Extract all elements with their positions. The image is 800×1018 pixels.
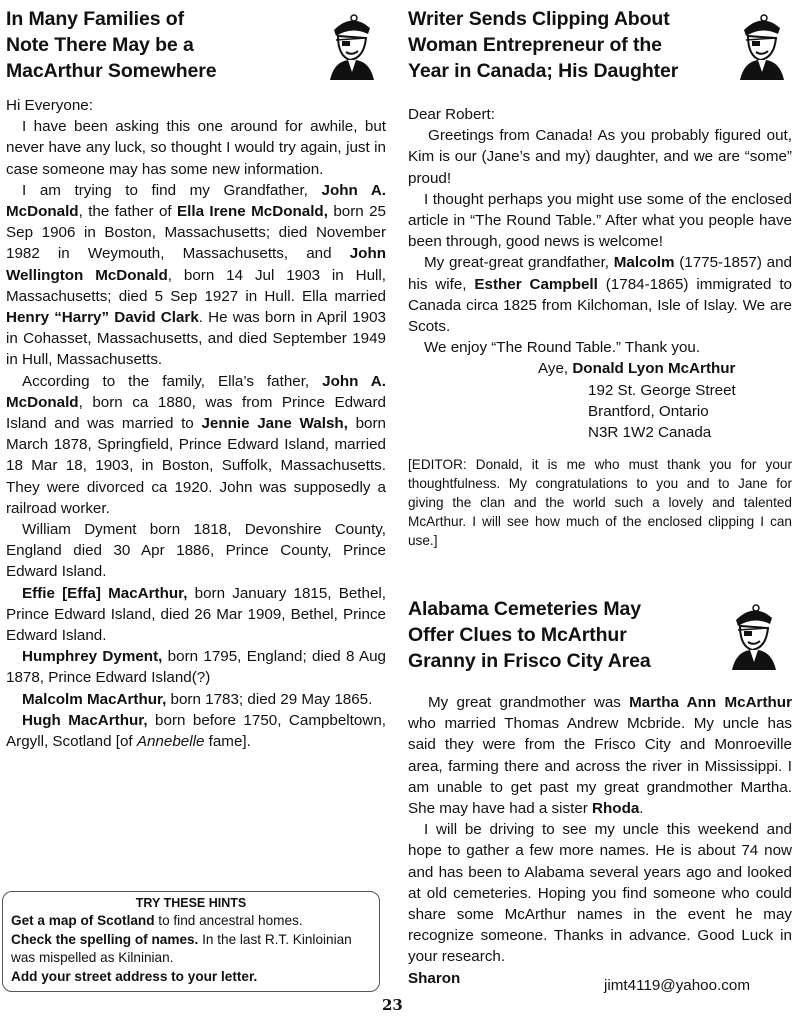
editor-note: [EDITOR: Donald, it is me who must thank you for your thoughtfulness. My congratulations to you and to Jane for giving the clan and the world such a lovely and talented McArthur. I will see how much of the enclosed clipping I can use.] bbox=[408, 457, 792, 549]
page-number: 23 bbox=[382, 996, 403, 1014]
address-line: N3R 1W2 Canada bbox=[588, 424, 712, 442]
signature: Aye, Donald Lyon McArthur bbox=[538, 360, 736, 378]
paragraph: William Dyment born 1818, Devonshire County, England died 30 Apr 1886, Prince County, Prince Edward Island. bbox=[6, 521, 386, 581]
greeting: Hi Everyone: bbox=[6, 97, 93, 114]
paragraph: Malcolm MacArthur, born 1783; died 29 May 1865. bbox=[22, 690, 373, 708]
article-header bbox=[408, 0, 792, 86]
title-line: Granny in Frisco City Area bbox=[408, 650, 651, 672]
signature: Sharon bbox=[408, 969, 461, 987]
article-header bbox=[6, 0, 386, 86]
article-title bbox=[408, 596, 651, 674]
greeting: Dear Robert: bbox=[408, 106, 495, 123]
hints-title: TRY THESE HINTS bbox=[135, 896, 247, 910]
hint-item: Check the spelling of names. In the last R.T. Kinloinian was mispelled as Kilninian. bbox=[11, 931, 352, 966]
hint-item: Get a map of Scotland to find ancestral homes. bbox=[11, 913, 303, 929]
paragraph: Humphrey Dyment, born 1795, England; died 8 Aug 1878, Prince Edward Island(?) bbox=[6, 648, 386, 687]
paragraph: Effie [Effa] MacArthur, born January 1815, Bethel, Prince Edward Island, died 26 Mar 1909, Bethel, Prince Edward Island. bbox=[6, 584, 386, 645]
paragraph: I have been asking this one around for awhile, but never have any luck, so thought I would try again, just in case someone may has some new information. bbox=[6, 118, 386, 178]
title-line: Alabama Cemeteries May bbox=[408, 598, 641, 620]
paragraph: I am trying to find my Grandfather, John A. McDonald, the father of Ella Irene McDonald, born 25 Sep 1906 in Boston, Massachusetts; died November 1982 in Weymouth, Massachusetts, and John Wellington McDonald, born 14 Jul 1903 in Hull, Massachusetts; died 5 Sep 1927 in Hull. Ella married Henry “Harry” David Clark. He was born in April 1903 in Cohasset, Massachusetts, and died September 1949 in Hull, Massachusetts. bbox=[6, 181, 387, 369]
article-title bbox=[6, 6, 217, 84]
paragraph: We enjoy “The Round Table.” Thank you. bbox=[424, 339, 701, 357]
paragraph: I will be driving to see my uncle this weekend and hope to gather a few more names. He is about 74 now and has been to Alabama several years ago and looked at old cemeteries. Hoping you find someone who could share some McArthur names in the event he may recognize someone. Thanks in advance. Good Luck in your research. bbox=[408, 821, 792, 966]
pirate-icon bbox=[734, 8, 790, 80]
title-line: Offer Clues to McArthur bbox=[408, 624, 627, 646]
paragraph: My great-great grandfather, Malcolm (1775-1857) and his wife, Esther Campbell (1784-1865) immigrated to Canada circa 1825 from Kilchoman, Isle of Islay. We are Scots. bbox=[408, 254, 792, 336]
paragraph: Hugh MacArthur, born before 1750, Campbeltown, Argyll, Scotland [of Annebelle fame]. bbox=[6, 711, 386, 751]
title-line: MacArthur Somewhere bbox=[6, 60, 217, 82]
title-line: Woman Entrepreneur of the bbox=[408, 34, 662, 56]
email-address: jimt4119@yahoo.com bbox=[604, 977, 750, 994]
hints-box bbox=[2, 891, 380, 992]
paragraph: Greetings from Canada! As you probably figured out, Kim is our (Jane’s and my) daughter, and we are “some” proud! bbox=[408, 127, 792, 187]
paragraph: I thought perhaps you might use some of the enclosed article in “The Round Table.” After what you people have been through, good news is welcome! bbox=[408, 190, 792, 251]
address-line: Brantford, Ontario bbox=[588, 402, 709, 420]
title-line: In Many Families of bbox=[6, 8, 184, 30]
paragraph: According to the family, Ella’s father, John A. McDonald, born ca 1880, was from Prince Edward Island and was married to Jennie Jane Walsh, born March 1878, Springfield, Prince Edward Island, married 18 Mar 18, 1903, in Boston, Suffolk, Massachusetts. They were divorced ca 1920. John was supposedly a railroad worker. bbox=[6, 372, 386, 517]
title-line: Writer Sends Clipping About bbox=[408, 8, 670, 30]
left-column bbox=[6, 0, 386, 752]
article-title bbox=[408, 6, 678, 84]
title-line: Year in Canada; His Daughter bbox=[408, 60, 679, 82]
pirate-icon bbox=[324, 8, 380, 80]
paragraph: My great grandmother was Martha Ann McArthur who married Thomas Andrew Mcbride. My uncle has said they were from the Frisco City and Monroeville area, farming there and across the river in Mississippi. I am unable to get past my great grandmother Martha. She may have had a sister Rhoda. bbox=[408, 694, 792, 818]
pirate-icon bbox=[726, 598, 782, 670]
title-line: Note There May be a bbox=[6, 34, 194, 56]
article-header bbox=[408, 590, 792, 676]
hint-item: Add your street address to your letter. bbox=[11, 968, 258, 984]
address-line: 192 St. George Street bbox=[588, 381, 736, 399]
